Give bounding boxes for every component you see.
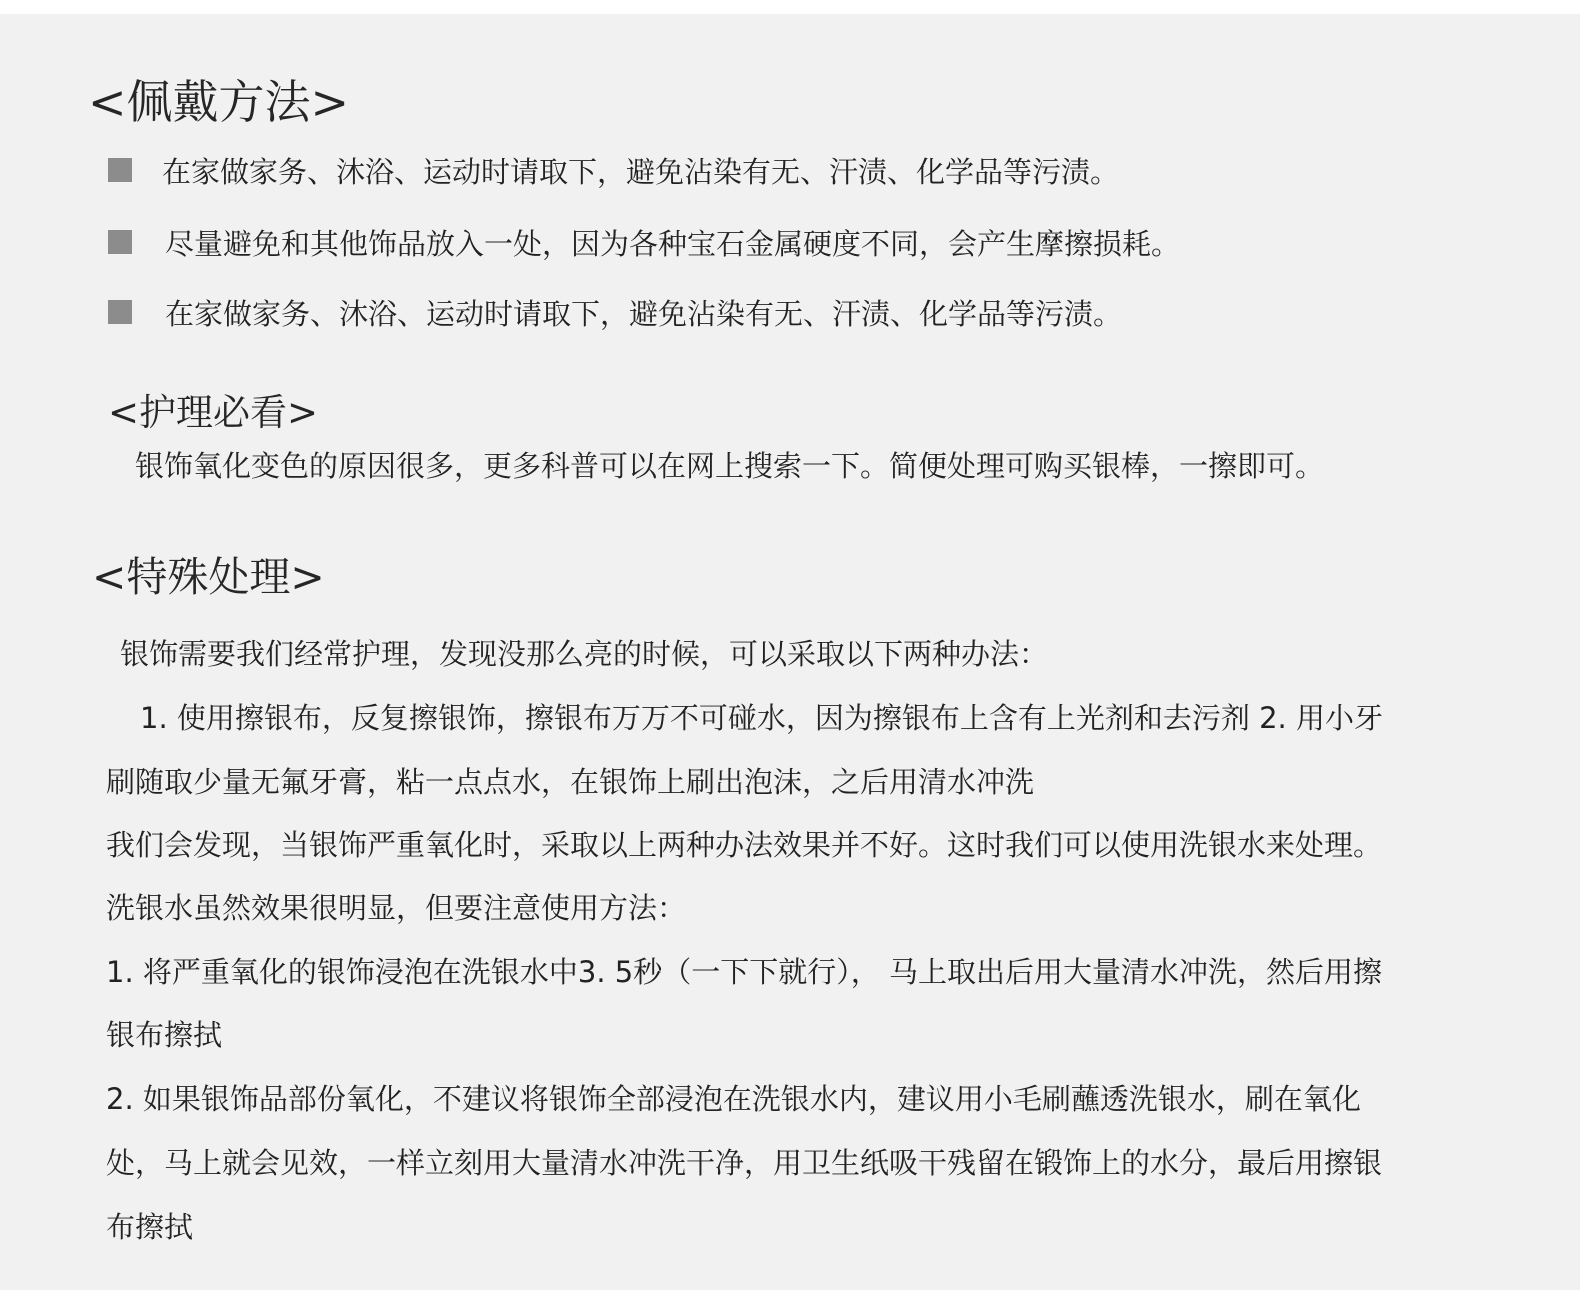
special-line-2: 1. 使用擦银布，反复擦银饰，擦银布万万不可碰水，因为擦银布上含有上光剂和去污剂 2. 用小牙 [140, 701, 1383, 735]
special-line-1: 银饰需要我们经常护理，发现没那么亮的时候，可以采取以下两种办法： [120, 637, 1049, 671]
special-line-5: 洗银水虽然效果很明显，但要注意使用方法： [106, 891, 687, 925]
square-bullet-icon [108, 230, 132, 254]
wearing-bullet-1 [108, 150, 1119, 190]
special-treatment-heading: <特殊处理> [92, 553, 325, 601]
special-line-10: 布擦拭 [106, 1210, 194, 1244]
square-bullet-icon [108, 158, 132, 182]
special-line-8: 2. 如果银饰品部份氧化，不建议将银饰全部浸泡在洗银水内，建议用小毛刷蘸透洗银水，刷在氧化 [106, 1082, 1361, 1116]
care-must-read-heading: <护理必看> [108, 391, 319, 434]
care-text: 银饰氧化变色的原因很多，更多科普可以在网上搜索一下。简便处理可购买银棒，一擦即可。 [135, 449, 1325, 483]
wearing-bullet-3 [108, 292, 1122, 332]
wearing-bullet-text: 在家做家务、沐浴、运动时请取下，避免沾染有无、汗渍、化学品等污渍。 [165, 296, 1123, 331]
special-line-7: 银布擦拭 [106, 1018, 223, 1052]
special-line-4: 我们会发现，当银饰严重氧化时，采取以上两种办法效果并不好。这时我们可以使用洗银水来处理。 [106, 828, 1383, 862]
square-bullet-icon [108, 300, 132, 324]
special-line-9: 处，马上就会见效，一样立刻用大量清水冲洗干净，用卫生纸吸干残留在锻饰上的水分，最后用擦银 [106, 1146, 1383, 1180]
wearing-bullet-text: 在家做家务、沐浴、运动时请取下，避免沾染有无、汗渍、化学品等污渍。 [162, 154, 1120, 189]
care-instructions-page [0, 14, 1580, 1290]
special-line-3: 刷随取少量无氟牙膏，粘一点点水，在银饰上刷出泡沫，之后用清水冲洗 [106, 765, 1035, 799]
wearing-bullet-text: 尽量避免和其他饰品放入一处，因为各种宝石金属硬度不同，会产生摩擦损耗。 [165, 226, 1181, 261]
special-line-6: 1. 将严重氧化的银饰浸泡在洗银水中3. 5秒（一下下就行）， 马上取出后用大量清水冲洗，然后用擦 [106, 955, 1382, 989]
wearing-method-heading: <佩戴方法> [88, 75, 350, 129]
wearing-bullet-2 [108, 222, 1180, 262]
